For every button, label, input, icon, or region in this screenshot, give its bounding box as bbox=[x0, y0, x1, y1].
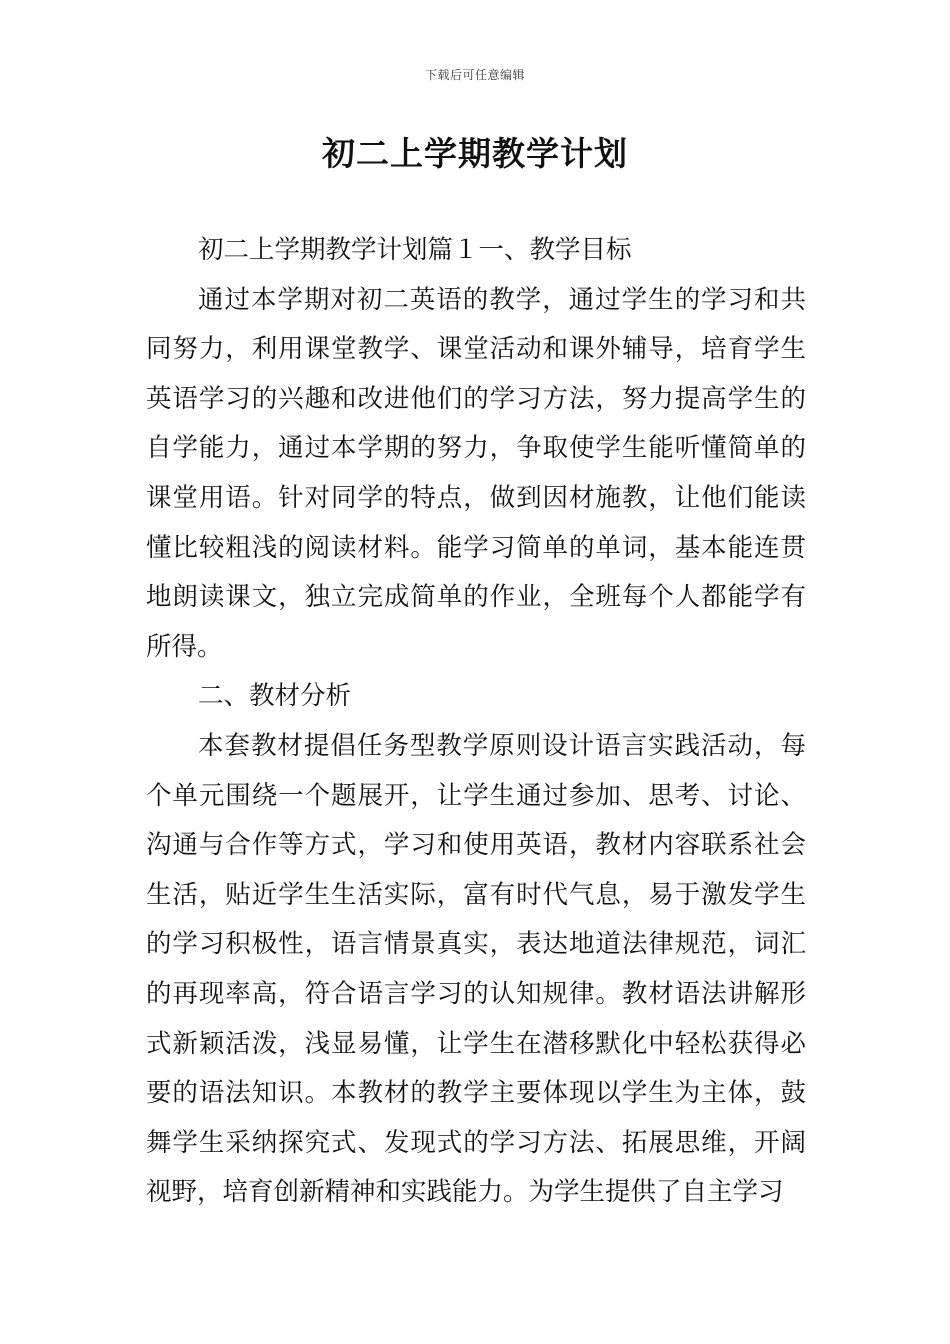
document-body bbox=[146, 226, 806, 1218]
header-note: 下载后可任意编辑 bbox=[424, 68, 525, 82]
document-title: 初二上学期教学计划 bbox=[322, 134, 628, 173]
paragraph-section-heading: 初二上学期教学计划篇１一、教学目标 bbox=[198, 235, 632, 265]
paragraph-textbook-analysis: 本套教材提倡任务型教学原则设计语言实践活动，每个单元围绕一个题展开，让学生通过参加、思考、讨论、沟通与合作等方式，学习和使用英语，教材内容联系社会生活，贴近学生生活实际，富有时代气息，易于激发学生的学习积极性，语言情景真实，表达地道法律规范，词汇的再现率高，符合语言学习的认知规律。教材语法讲解形式新颖活泼，浅显易懂，让学生在潜移默化中轻松获得必要的语法知识。本教材的教学主要体现以学生为主体，鼓舞学生采纳探究式、发现式的学习方法、拓展思维，开阔视野，培育创新精神和实践能力。为学生提供了自主学习 bbox=[146, 730, 806, 1208]
paragraph-teaching-goals: 通过本学期对初二英语的教学，通过学生的学习和共同努力，利用课堂教学、课堂活动和课外辅导，培育学生英语学习的兴趣和改进他们的学习方法，努力提高学生的自学能力，通过本学期的努力，争取使学生能听懂简单的课堂用语。针对同学的特点，做到因材施教，让他们能读懂比较粗浅的阅读材料。能学习简单的单词，基本能连贯地朗读课文，独立完成简单的作业，全班每个人都能学有所得。 bbox=[146, 284, 806, 662]
paragraph-section-heading: 二、教材分析 bbox=[198, 681, 352, 712]
